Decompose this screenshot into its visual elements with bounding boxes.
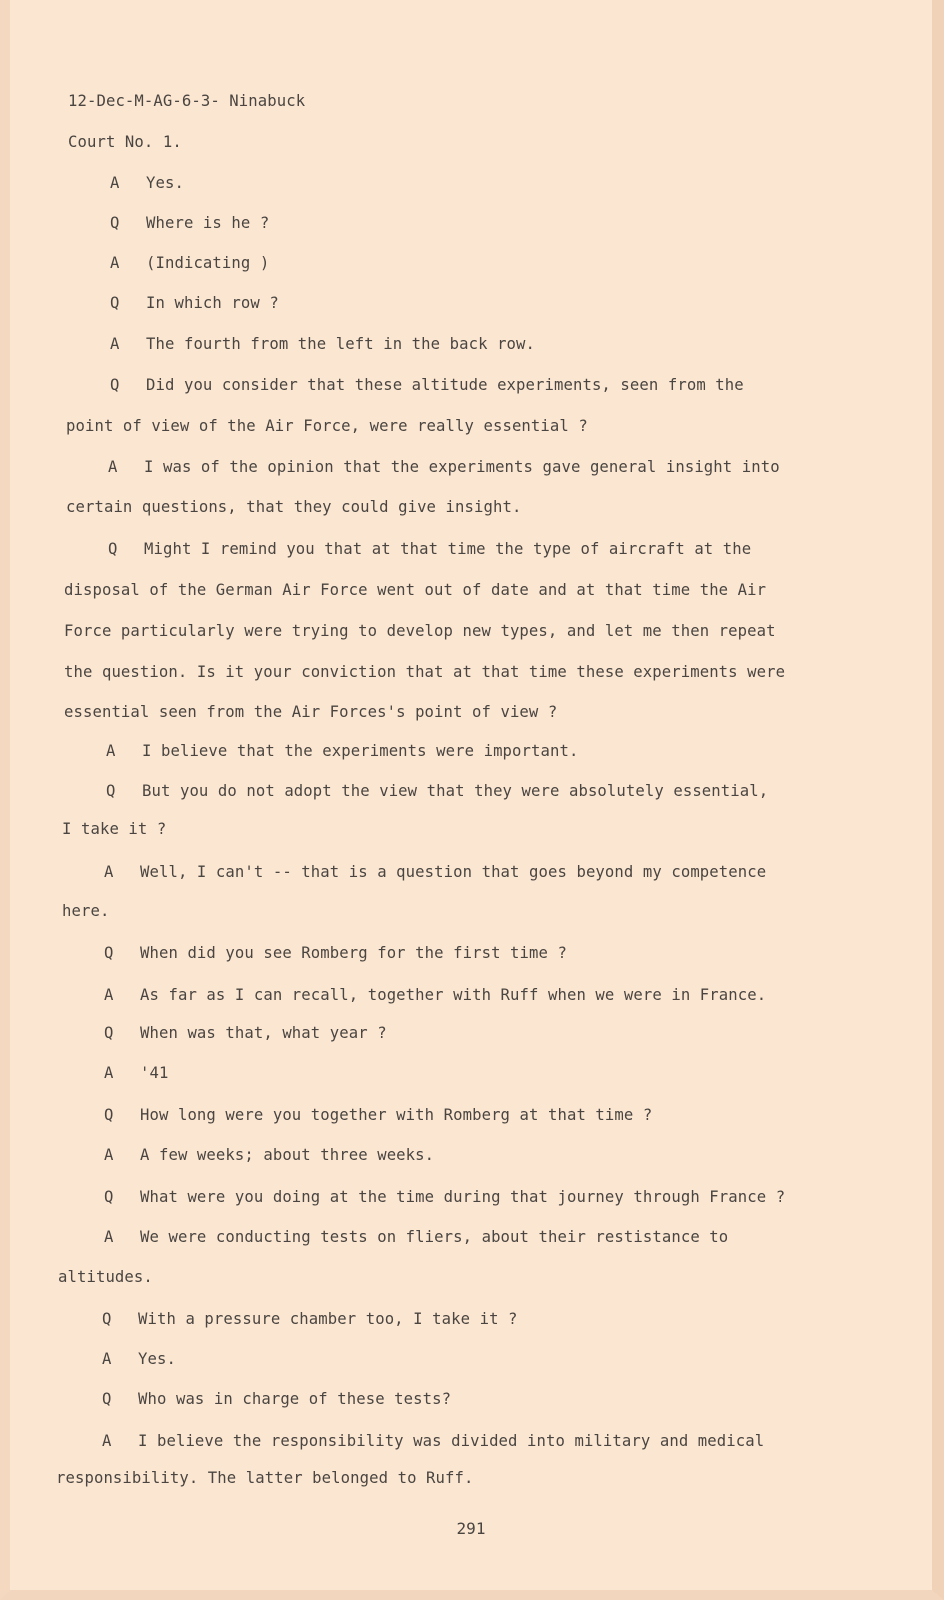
dialogue-line	[104, 1024, 387, 1042]
dialogue-continuation: certain questions, that they could give insight.	[66, 498, 522, 516]
dialogue-line	[104, 1064, 168, 1082]
line-text: I believe the responsibility was divided into military and medical	[138, 1432, 765, 1450]
line-text: When was that, what year ?	[140, 1024, 387, 1042]
line-text: Yes.	[138, 1350, 176, 1368]
dialogue-line	[108, 540, 751, 558]
line-text: Who was in charge of these tests?	[138, 1390, 452, 1408]
speaker-label: A	[108, 458, 118, 476]
dialogue-line	[104, 1188, 785, 1206]
line-text: '41	[140, 1064, 169, 1082]
court-number: Court No. 1.	[68, 133, 182, 151]
dialogue-line	[110, 294, 279, 312]
dialogue-continuation: essential seen from the Air Forces's point of view ?	[64, 703, 558, 721]
dialogue-continuation: here.	[62, 902, 110, 920]
dialogue-continuation: the question. Is it your conviction that at that time these experiments were	[64, 663, 786, 681]
speaker-label: A	[102, 1350, 112, 1368]
speaker-label: A	[104, 1064, 114, 1082]
line-text: When did you see Romberg for the first time ?	[140, 944, 567, 962]
line-text: In which row ?	[146, 294, 279, 312]
speaker-label: A	[104, 1146, 114, 1164]
dialogue-line	[108, 458, 780, 476]
dialogue-continuation: responsibility. The latter belonged to Ruff.	[56, 1469, 474, 1487]
dialogue-line	[104, 1106, 652, 1124]
line-text: Well, I can't -- that is a question that goes beyond my competence	[140, 863, 767, 881]
speaker-label: Q	[110, 294, 120, 312]
dialogue-continuation: point of view of the Air Force, were really essential ?	[66, 417, 588, 435]
dialogue-line	[110, 254, 269, 272]
page-number: 291	[456, 1519, 486, 1538]
dialogue-line	[110, 214, 269, 232]
speaker-label: Q	[106, 782, 116, 800]
speaker-label: A	[104, 1228, 114, 1246]
dialogue-line	[110, 376, 744, 394]
speaker-label: Q	[104, 1024, 114, 1042]
dialogue-line	[102, 1432, 764, 1450]
line-text: (Indicating )	[146, 254, 270, 272]
speaker-label: A	[102, 1432, 112, 1450]
dialogue-line	[102, 1350, 176, 1368]
dialogue-line	[102, 1390, 451, 1408]
speaker-label: Q	[108, 540, 118, 558]
line-text: Yes.	[146, 174, 184, 192]
speaker-label: A	[110, 174, 120, 192]
speaker-label: Q	[102, 1390, 112, 1408]
line-text: How long were you together with Romberg at that time ?	[140, 1106, 653, 1124]
line-text: But you do not adopt the view that they were absolutely essential,	[142, 782, 769, 800]
dialogue-continuation: I take it ?	[62, 820, 167, 838]
line-text: The fourth from the left in the back row.	[146, 335, 536, 353]
line-text: With a pressure chamber too, I take it ?	[138, 1310, 518, 1328]
line-text: As far as I can recall, together with Ruff when we were in France.	[140, 986, 767, 1004]
speaker-label: Q	[110, 214, 120, 232]
line-text: We were conducting tests on fliers, about their restistance to	[140, 1228, 729, 1246]
dialogue-continuation: Force particularly were trying to develop new types, and let me then repeat	[64, 622, 776, 640]
dialogue-line	[110, 174, 184, 192]
dialogue-line	[104, 1228, 728, 1246]
line-text: I believe that the experiments were important.	[142, 742, 579, 760]
dialogue-line	[106, 742, 578, 760]
speaker-label: Q	[102, 1310, 112, 1328]
speaker-label: Q	[110, 376, 120, 394]
speaker-label: A	[104, 863, 114, 881]
dialogue-line	[104, 986, 766, 1004]
dialogue-continuation: altitudes.	[58, 1268, 153, 1286]
document-reference: 12-Dec-M-AG-6-3- Ninabuck	[68, 92, 306, 110]
dialogue-line	[104, 1146, 434, 1164]
speaker-label: A	[110, 254, 120, 272]
speaker-label: A	[110, 335, 120, 353]
line-text: What were you doing at the time during that journey through France ?	[140, 1188, 786, 1206]
speaker-label: A	[104, 986, 114, 1004]
line-text: A few weeks; about three weeks.	[140, 1146, 435, 1164]
dialogue-line	[104, 863, 766, 881]
dialogue-line	[110, 335, 535, 353]
line-text: I was of the opinion that the experiments gave general insight into	[144, 458, 780, 476]
dialogue-line	[102, 1310, 518, 1328]
speaker-label: Q	[104, 1188, 114, 1206]
dialogue-line	[104, 944, 567, 962]
speaker-label: Q	[104, 1106, 114, 1124]
speaker-label: Q	[104, 944, 114, 962]
line-text: Might I remind you that at that time the type of aircraft at the	[144, 540, 752, 558]
dialogue-continuation: disposal of the German Air Force went out of date and at that time the Air	[64, 581, 767, 599]
speaker-label: A	[106, 742, 116, 760]
line-text: Did you consider that these altitude experiments, seen from the	[146, 376, 744, 394]
line-text: Where is he ?	[146, 214, 270, 232]
dialogue-line	[106, 782, 768, 800]
